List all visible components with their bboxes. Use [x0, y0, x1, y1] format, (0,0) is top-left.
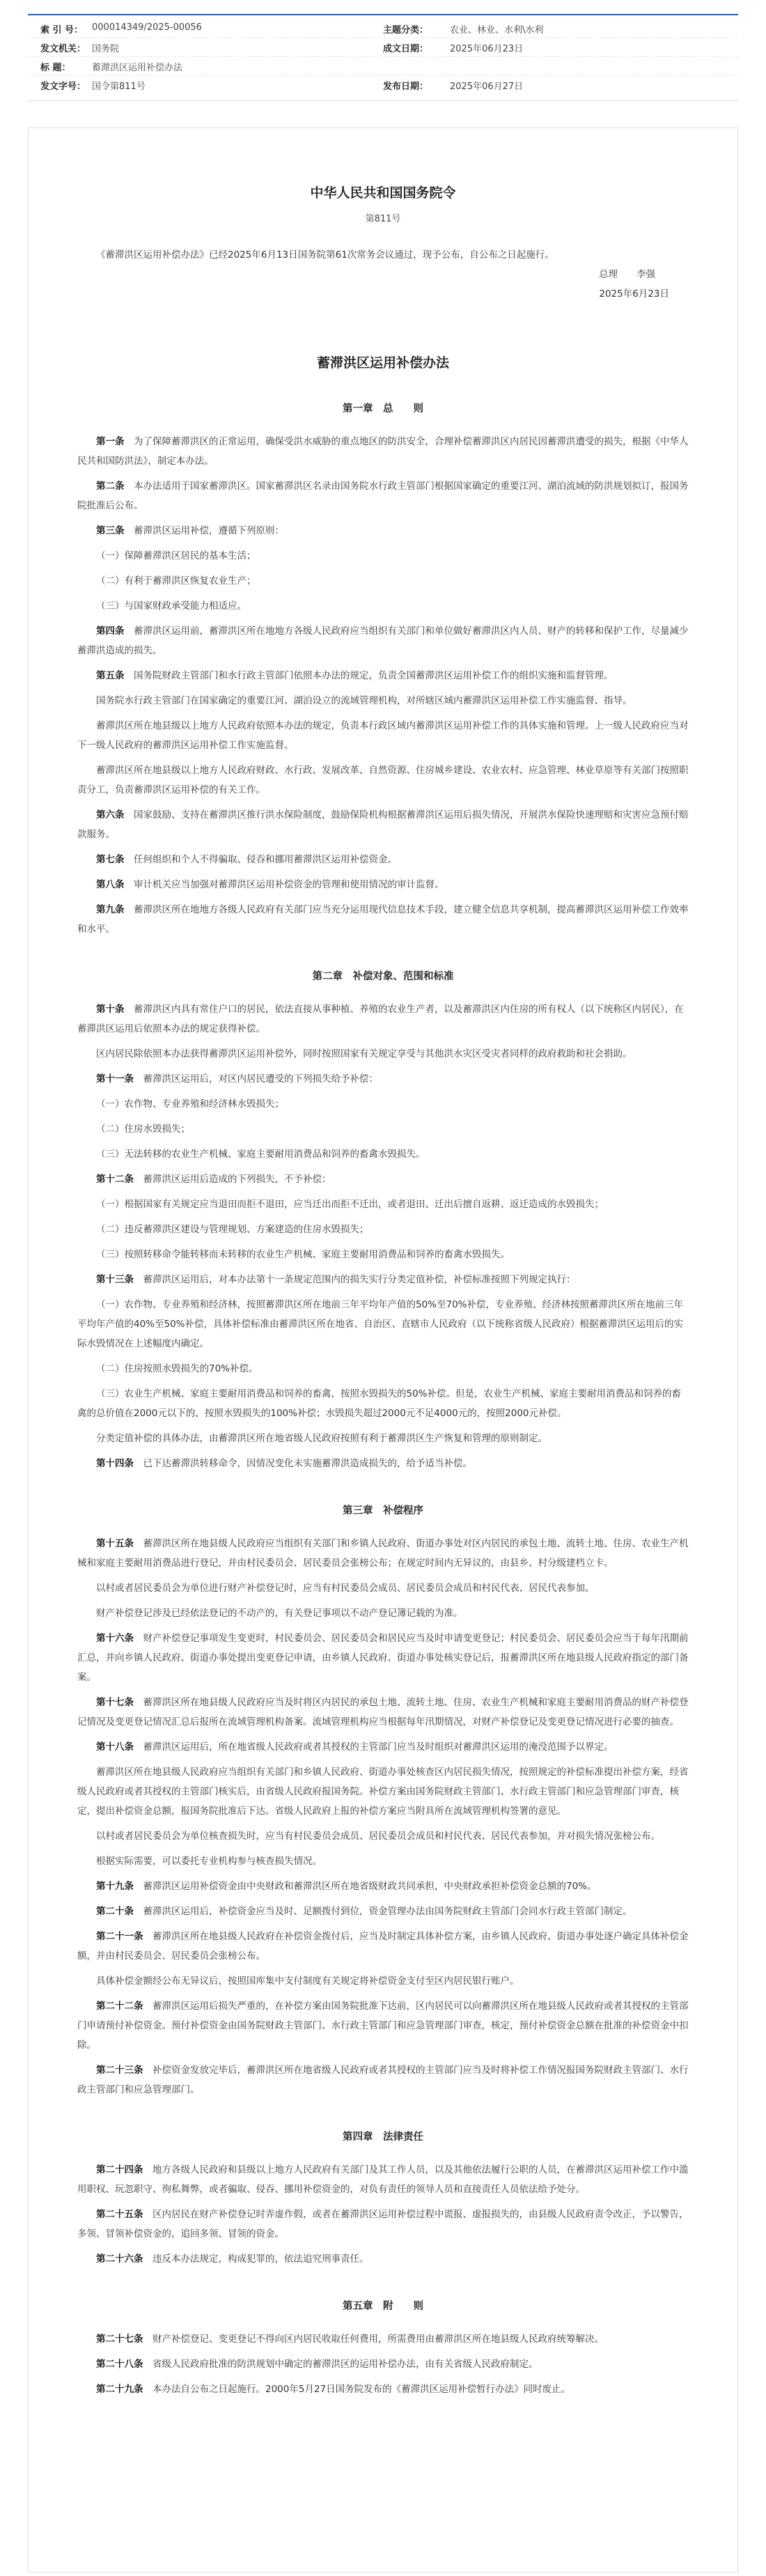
- article-item: （一）农作物、专业养殖和经济林，按照蓄滞洪区所在地前三年平均年产值的50%至70%补偿，专业养殖、经济林按照蓄滞洪区所在地前三年平均年产值的40%至50%补偿，具体补偿标准由蓄滞洪区所在地省、自治区、直辖市人民政府（以下统称省级人民政府）根据蓄滞洪区运用后的实际水毁情况在上述幅度内确定。: [77, 1299, 684, 1349]
- article: [77, 900, 689, 939]
- publish-date-value: 2025年06月27日: [450, 82, 524, 92]
- title-label: 标 题：: [40, 62, 71, 73]
- article-item: （一）根据国家有关规定应当退田而拒不退田，应当迁出而拒不迁出，或者退田、迁出后擅自返耕、返迁造成的水毁损失；: [96, 1199, 604, 1210]
- meta-cell: [383, 41, 738, 54]
- article-item: （一）保障蓄滞洪区居民的基本生活；: [96, 550, 256, 561]
- meta-cell: [383, 22, 738, 36]
- article-text: 国务院财政主管部门和水行政主管部门依照本办法的规定，负责全国蓄滞洪区运用补偿工作的组织实施和监督管理。: [134, 670, 613, 681]
- article-text: 蓄滞洪区运用后，所在地省级人民政府或者其授权的主管部门应当及时组织对蓄滞洪区运用的淹没范围予以界定。: [143, 1741, 613, 1753]
- article-paragraph: 分类定值补偿的具体办法，由蓄滞洪区所在地省级人民政府按照有利于蓄滞洪区生产恢复和管理的原则制定。: [96, 1433, 547, 1444]
- index-label: 索 引 号：: [40, 24, 84, 36]
- article-paragraph: 蓄滞洪区所在地县级以上地方人民政府依照本办法的规定，负责本行政区域内蓄滞洪区运用补偿工作的具体实施和管理。上一级人民政府应当对下一级人民政府的蓄滞洪区运用补偿工作实施监督。: [77, 720, 689, 751]
- article: [77, 1170, 689, 1189]
- article: [77, 1534, 689, 1573]
- article-number: 第十九条: [96, 1881, 134, 1892]
- article-text: 区内居民在财产补偿登记时弄虚作假，或者在蓄滞洪区运用补偿过程中谎报、虚报损失的，由县级人民政府责令改正，予以警告，多领、冒领补偿资金的，追回多领、冒领的资金。: [77, 2209, 689, 2240]
- article-text: 补偿资金发放完毕后，蓄滞洪区所在地省级人民政府或者其授权的主管部门应当及时将补偿工作情况报国务院财政主管部门、水行政主管部门和应急管理部门。: [77, 2065, 689, 2095]
- article-number: 第二十六条: [96, 2253, 143, 2265]
- article: [77, 2061, 689, 2100]
- document-meta-table: [28, 14, 738, 101]
- article: [77, 1902, 689, 1921]
- order-title: 中华人民共和国国务院令: [310, 185, 456, 201]
- doc-number-value: 国令第811号: [92, 82, 146, 92]
- chapter-heading: 第四章 法律责任: [343, 2131, 423, 2143]
- article-text: 蓄滞洪区所在地地方各级人民政府有关部门应当充分运用现代信息技术手段，建立健全信息共享机制，提高蓄滞洪区运用补偿工作效率和水平。: [77, 904, 689, 935]
- chapter-heading: 第五章 附 则: [343, 2300, 423, 2312]
- article-text: 财产补偿登记、变更登记不得向区内居民收取任何费用，所需费用由蓄滞洪区所在地县级人民政府统筹解决。: [153, 2334, 604, 2345]
- article-number: 第十条: [96, 1004, 125, 1015]
- article: [77, 476, 689, 515]
- article: [77, 666, 689, 685]
- article: [77, 432, 689, 471]
- article: [77, 1629, 689, 1687]
- article-number: 第五条: [96, 670, 125, 681]
- article-text: 已下达蓄滞洪转移命令，因情况变化未实施蓄滞洪造成损失的，给予适当补偿。: [143, 1458, 472, 1469]
- article-paragraph: 以村或者居民委员会为单位核查损失时，应当有村民委员会成员、居民委员会成员和村民代表、居民代表参加，并对损失情况张榜公布。: [96, 1831, 660, 1842]
- article-paragraph: 国务院水行政主管部门在国家确定的重要江河、湖泊设立的流域管理机构，对所辖区域内蓄滞洪区运用补偿工作实施监督、指导。: [96, 695, 632, 706]
- article-text: 蓄滞洪区运用后造成的下列损失，不予补偿：: [143, 1174, 331, 1185]
- article-text: 蓄滞洪区运用后，补偿资金应当及时、足额拨付到位，资金管理办法由国务院财政主管部门会同水行政主管部门制定。: [143, 1906, 632, 1917]
- article: [77, 2329, 689, 2349]
- article-item: （二）住房按照水毁损失的70%补偿。: [96, 1363, 258, 1374]
- article-text: 蓄滞洪区运用后，对本办法第十一条规定范围内的损失实行分类定值补偿，补偿标准按照下列规定执行：: [143, 1274, 576, 1285]
- article-text: 蓄滞洪区内具有常住户口的居民，依法直接从事种植、养殖的农业生产者，以及蓄滞洪区内住房的所有权人（以下统称区内居民），在蓄滞洪区运用后依照本办法的规定获得补偿。: [77, 1004, 684, 1034]
- meta-row: [28, 20, 738, 38]
- article-number: 第九条: [96, 904, 125, 915]
- article: [77, 1000, 689, 1039]
- article-text: 违反本办法规定，构成犯罪的，依法追究刑事责任。: [153, 2253, 369, 2265]
- article-text: 任何组织和个人不得骗取、侵吞和挪用蓄滞洪区运用补偿资金。: [134, 854, 397, 865]
- article-number: 第十一条: [96, 1073, 134, 1085]
- article: [77, 2380, 689, 2399]
- meta-cell: [383, 79, 738, 92]
- article: [77, 1877, 689, 1896]
- article-item: （三）无法转移的农业生产机械、家庭主要耐用消费品和饲养的畜禽水毁损失。: [96, 1149, 425, 1160]
- meta-row: [28, 38, 738, 57]
- article-item: （三）与国家财政承受能力相适应。: [96, 600, 247, 612]
- article: [77, 805, 689, 844]
- article: [77, 621, 689, 660]
- article-text: 审计机关应当加强对蓄滞洪区运用补偿资金的管理和使用情况的审计监督。: [134, 879, 444, 890]
- article-number: 第二十九条: [96, 2384, 143, 2395]
- article-number: 第二十三条: [96, 2065, 143, 2076]
- article-number: 第一条: [96, 436, 125, 447]
- topic-value: 农业、林业、水利\水利: [450, 24, 544, 36]
- order-text: 《蓄滞洪区运用补偿办法》已经2025年6月13日国务院第61次常务会议通过，现予公布，自公布之日起施行。: [96, 249, 554, 261]
- article-text: 蓄滞洪区所在地县级人民政府应当组织有关部门和乡镇人民政府、街道办事处对区内居民的承包土地、流转土地、住房、农业生产机械和家庭主要耐用消费品进行登记，并由村民委员会、居民委员会张榜公布；在规定时间内无异议的，由县乡、村分级建档立卡。: [77, 1538, 689, 1569]
- article-number: 第二十八条: [96, 2359, 143, 2370]
- article: [77, 521, 689, 541]
- article-text: 蓄滞洪区运用后损失严重的，在补偿方案由国务院批准下达前，区内居民可以向蓄滞洪区所在地县级人民政府或者其授权的主管部门申请预付补偿资金。预付补偿资金由国务院财政主管部门、水行政主管部门和应急管理部门审查，核定，预付补偿资金总额在批准的补偿资金中扣除。: [77, 2001, 689, 2051]
- article-number: 第四条: [96, 626, 125, 637]
- written-date-label: 成文日期：: [383, 43, 429, 54]
- article: [77, 850, 689, 869]
- chapter-heading: 第三章 补偿程序: [343, 1505, 423, 1516]
- article-paragraph: 具体补偿金额经公布无异议后，按照国库集中支付制度有关规定将补偿资金支付至区内居民银行账户。: [96, 1976, 519, 1987]
- article-paragraph: 蓄滞洪区所在地县级以上地方人民政府财政、水行政、发展改革、自然资源、住房城乡建设、农业农村、应急管理、林业草原等有关部门按照职责分工，负责蓄滞洪区运用补偿的有关工作。: [77, 765, 689, 796]
- article: [77, 2354, 689, 2374]
- article-number: 第十五条: [96, 1538, 134, 1549]
- doc-number-label: 发文字号：: [40, 82, 86, 92]
- article: [77, 1069, 689, 1089]
- article-number: 第十七条: [96, 1697, 134, 1708]
- meta-row: [28, 57, 738, 76]
- article-number: 第十三条: [96, 1274, 134, 1285]
- article-number: 第十六条: [96, 1633, 134, 1644]
- article-item: （二）有利于蓄滞洪区恢复农业生产；: [96, 575, 256, 587]
- signature-date: 2025年6月23日: [599, 288, 669, 300]
- article-number: 第二十五条: [96, 2209, 143, 2220]
- written-date-value: 2025年06月23日: [450, 43, 524, 54]
- article-text: 蓄滞洪区运用补偿资金由中央财政和蓄滞洪区所在地省级财政共同承担，中央财政承担补偿资金总额的70%。: [143, 1881, 597, 1892]
- article-paragraph: 蓄滞洪区所在地县级人民政府应当组织有关部门和乡镇人民政府、街道办事处核查区内居民损失情况，按照规定的补偿标准提出补偿方案，经省级人民政府或者其授权的主管部门核实后，由省级人民政府报国务院。补偿方案由国务院财政主管部门、水行政主管部门和应急管理部门审查，核定，提出补偿资金总额，报国务院批准后下达。省级人民政府上报的补偿方案应当附具所在流域管理机构签署的意见。: [77, 1767, 689, 1817]
- article-item: （二）住房水毁损失；: [96, 1124, 190, 1135]
- article-number: 第二条: [96, 481, 125, 492]
- article-paragraph: 区内居民除依照本办法获得蓄滞洪区运用补偿外，同时按照国家有关规定享受与其他洪水灾区受灾者同样的政府救助和社会捐助。: [96, 1048, 632, 1060]
- article-number: 第六条: [96, 809, 125, 821]
- article-item: （一）农作物、专业养殖和经济林水毁损失；: [96, 1099, 284, 1110]
- title-value: 蓄滞洪区运用补偿办法: [92, 62, 183, 73]
- article-number: 第八条: [96, 879, 125, 890]
- article-text: 蓄滞洪区运用补偿，遵循下列原则：: [134, 525, 284, 536]
- document-body: [28, 127, 738, 2573]
- meta-cell: [28, 79, 383, 92]
- article-text: 国家鼓励、支持在蓄滞洪区推行洪水保险制度，鼓励保险机构根据蓄滞洪区运用后损失情况，开展洪水保险快速理赔和灾害应急预付赔款服务。: [77, 809, 689, 840]
- article: [77, 1737, 689, 1757]
- article-item: （三）按照转移命令能转移而未转移的农业生产机械、家庭主要耐用消费品和饲养的畜禽水毁损失。: [96, 1249, 510, 1260]
- article-paragraph: 财产补偿登记涉及已经依法登记的不动产的，有关登记事项以不动产登记簿记载的为准。: [96, 1608, 463, 1619]
- article: [77, 1927, 689, 1966]
- law-title: 蓄滞洪区运用补偿办法: [316, 355, 449, 371]
- article-number: 第二十七条: [96, 2334, 143, 2345]
- article-text: 为了保障蓄滞洪区的正常运用，确保受洪水威胁的重点地区的防洪安全，合理补偿蓄滞洪区内居民因蓄滞洪遭受的损失，根据《中华人民共和国防洪法》，制定本办法。: [77, 436, 689, 467]
- article-item: （三）农业生产机械、家庭主要耐用消费品和饲养的畜禽，按照水毁损失的50%补偿。但是，农业生产机械、家庭主要耐用消费品和饲养的畜禽的总价值在2000元以下的，按照水毁损失的100%补偿；水毁损失超过2000元不足4000元的，按照2000元补偿。: [77, 1388, 682, 1419]
- article-number: 第三条: [96, 525, 125, 536]
- order-number: 第811号: [365, 214, 401, 224]
- topic-label: 主题分类：: [383, 24, 429, 36]
- article: [77, 2205, 689, 2244]
- article: [77, 2160, 689, 2199]
- publish-date-label: 发布日期：: [383, 82, 429, 92]
- article: [77, 2249, 689, 2269]
- article-number: 第十八条: [96, 1741, 134, 1753]
- article-number: 第七条: [96, 854, 125, 865]
- article-text: 地方各级人民政府和县级以上地方人民政府有关部门及其工作人员，以及其他依法履行公职的人员，在蓄滞洪区运用补偿工作中滥用职权、玩忽职守、徇私舞弊，或者骗取、侵吞、挪用补偿资金的，对负有责任的领导人员和直接责任人员依法给予处分。: [77, 2164, 689, 2195]
- article-item: （二）违反蓄滞洪区建设与管理规划、方案建造的住房水毁损失；: [96, 1224, 369, 1235]
- article-number: 第二十一条: [96, 1931, 143, 1942]
- chapter-heading: 第一章 总 则: [343, 403, 423, 414]
- article-number: 第二十二条: [96, 2001, 143, 2012]
- article-text: 财产补偿登记事项发生变更时，村民委员会、居民委员会和居民应当及时申请变更登记；村民委员会、居民委员会应当于每年汛期前汇总，并向乡镇人民政府、街道办事处提出变更登记申请，由乡镇人民政府、街道办事处核实登记后，报蓄滞洪区所在地县级人民政府指定的部门备案。: [77, 1633, 689, 1683]
- article-text: 蓄滞洪区运用前，蓄滞洪区所在地地方各级人民政府应当组织有关部门和单位做好蓄滞洪区内人员、财产的转移和保护工作，尽量减少蓄滞洪造成的损失。: [77, 626, 689, 656]
- article-text: 本办法适用于国家蓄滞洪区。国家蓄滞洪区名录由国务院水行政主管部门根据国家确定的重要江河、湖泊流域的防洪规划拟订，报国务院批准后公布。: [77, 481, 689, 511]
- index-value: 000014349/2025-00056: [92, 22, 202, 33]
- meta-cell: [28, 22, 383, 36]
- meta-cell: [28, 41, 383, 54]
- article-text: 省级人民政府批准的防洪规划中确定的蓄滞洪区的运用补偿办法，由有关省级人民政府制定。: [153, 2359, 538, 2370]
- article-text: 蓄滞洪区所在地县级人民政府应当及时将区内居民的承包土地、流转土地、住房、农业生产机械和家庭主要耐用消费品的财产补偿登记情况及变更登记情况汇总后报所在流域管理机构备案。流域管理机构应当根据每年汛期情况，对财产补偿登记及变更登记情况进行必要的抽查。: [77, 1697, 689, 1728]
- article-text: 蓄滞洪区运用后，对区内居民遭受的下列损失给予补偿：: [143, 1073, 378, 1085]
- article-paragraph: 根据实际需要，可以委托专业机构参与核查损失情况。: [96, 1856, 322, 1867]
- article: [77, 1454, 689, 1473]
- issuer-label: 发文机关：: [40, 43, 86, 54]
- signature: 总理 李强: [599, 269, 655, 280]
- article-text: 本办法自公布之日起施行。2000年5月27日国务院发布的《蓄滞洪区运用补偿暂行办法》同时废止。: [153, 2384, 571, 2395]
- article-paragraph: 以村或者居民委员会为单位进行财产补偿登记时，应当有村民委员会成员、居民委员会成员和村民代表、居民代表参加。: [96, 1583, 595, 1594]
- article-number: 第十二条: [96, 1174, 134, 1185]
- article: [77, 875, 689, 894]
- article-text: 蓄滞洪区所在地县级人民政府在补偿资金拨付后，应当及时制定具体补偿方案，由乡镇人民政府、街道办事处逐户确定具体补偿金额，并由村民委员会、居民委员会张榜公布。: [77, 1931, 689, 1962]
- article: [77, 1270, 689, 1289]
- chapter-heading: 第二章 补偿对象、范围和标准: [312, 970, 454, 982]
- issuer-value: 国务院: [92, 43, 120, 54]
- article-number: 第二十四条: [96, 2164, 143, 2175]
- meta-row: [28, 76, 738, 95]
- article-number: 第二十条: [96, 1906, 134, 1917]
- article-number: 第十四条: [96, 1458, 134, 1469]
- article: [77, 1693, 689, 1732]
- article: [77, 1996, 689, 2055]
